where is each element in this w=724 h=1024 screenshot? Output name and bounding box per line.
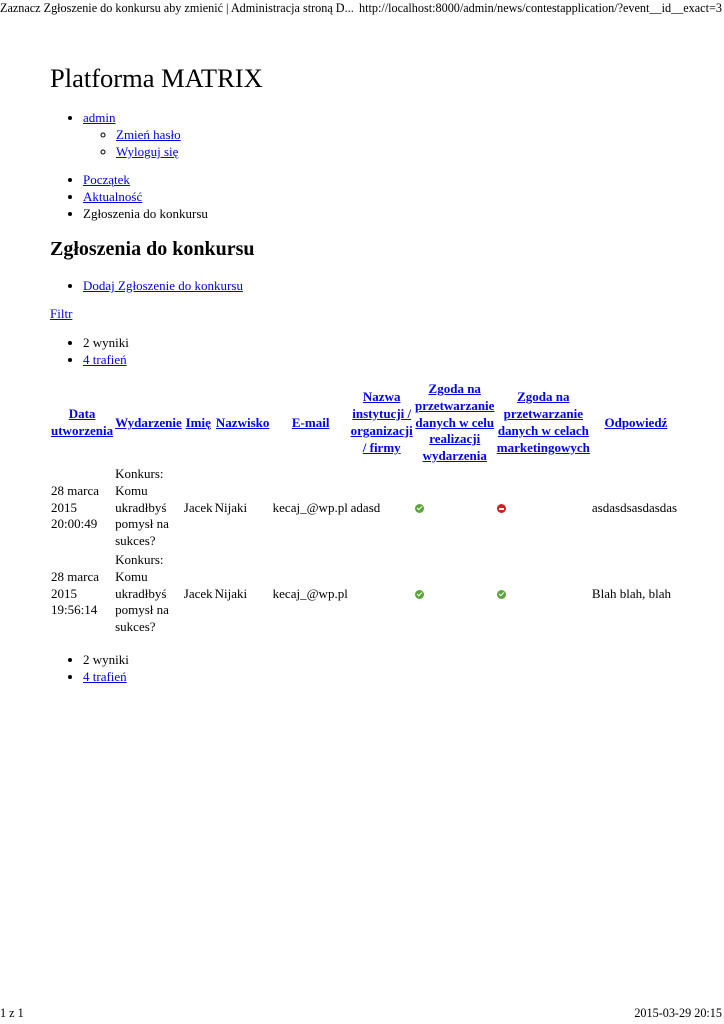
cell-organization: adasd bbox=[350, 499, 381, 515]
minus-circle-icon bbox=[497, 504, 506, 513]
table-row bbox=[50, 551, 681, 637]
sort-first-name-link[interactable]: Imię bbox=[185, 414, 211, 430]
column-header-consent-event bbox=[414, 381, 496, 465]
sort-created-link[interactable]: Data utworzenia bbox=[51, 406, 114, 438]
user-submenu-item bbox=[116, 143, 710, 160]
username-link[interactable]: admin bbox=[83, 110, 116, 125]
filter-link[interactable]: Filtr bbox=[50, 306, 73, 321]
object-tools bbox=[50, 277, 710, 294]
add-application-link[interactable]: Dodaj Zgłoszenie do konkursu bbox=[83, 278, 243, 293]
cell-answer: Blah blah, blah bbox=[591, 585, 671, 601]
cell-organization bbox=[350, 551, 414, 637]
column-header-event bbox=[114, 381, 183, 465]
breadcrumb-item bbox=[83, 205, 710, 222]
breadcrumb-home-link[interactable]: Początek bbox=[83, 172, 130, 187]
sort-event-link[interactable]: Wydarzenie bbox=[115, 414, 182, 430]
result-count bbox=[83, 651, 710, 668]
check-circle-icon bbox=[497, 590, 506, 599]
column-header-created bbox=[50, 381, 114, 465]
print-footer-datetime: 2015-03-29 20:15 bbox=[634, 1006, 722, 1020]
hit-count bbox=[83, 351, 710, 368]
hit-count-link[interactable]: 4 trafień bbox=[83, 668, 127, 684]
site-title: Platforma MATRIX bbox=[50, 63, 263, 93]
breadcrumb-item bbox=[83, 188, 710, 205]
print-header-title: Zaznacz Zgłoszenie do konkursu aby zmienić | Administracja stroną D... bbox=[0, 1, 354, 15]
paginator-top bbox=[50, 334, 710, 368]
cell-email: kecaj_@wp.pl bbox=[272, 585, 348, 601]
breadcrumb-current: Zgłoszenia do konkursu bbox=[83, 206, 208, 221]
admin-content bbox=[50, 58, 710, 685]
print-footer-page: 1 z 1 bbox=[0, 1006, 24, 1020]
results-table bbox=[50, 381, 681, 637]
sort-email-link[interactable]: E-mail bbox=[291, 414, 330, 430]
sort-answer-link[interactable]: Odpowiedź bbox=[604, 414, 668, 430]
result-count bbox=[83, 334, 710, 351]
cell-created: 28 marca 2015 19:56:14 bbox=[51, 568, 100, 618]
sort-consent-event-link[interactable]: Zgoda na przetwarzanie danych w celu realizacji wydarzenia bbox=[415, 381, 495, 464]
cell-last-name: Nijaki bbox=[214, 499, 248, 515]
cell-first-name: Jacek bbox=[183, 499, 213, 515]
object-tools-item bbox=[83, 277, 710, 294]
column-header-last-name bbox=[214, 381, 272, 465]
cell-email: kecaj_@wp.pl bbox=[272, 499, 348, 515]
cell-consent-event bbox=[414, 551, 496, 637]
sort-organization-link[interactable]: Nazwa instytucji / organizacji / firmy bbox=[350, 389, 413, 455]
user-submenu bbox=[83, 126, 710, 160]
result-count-text: 2 wyniki bbox=[83, 651, 129, 667]
cell-created: 28 marca 2015 20:00:49 bbox=[51, 482, 100, 532]
print-header bbox=[0, 0, 724, 16]
check-circle-icon bbox=[415, 590, 424, 599]
column-header-first-name bbox=[183, 381, 214, 465]
cell-event: Konkurs: Komu ukradłbyś pomysł na sukces? bbox=[115, 551, 169, 635]
breadcrumb-item bbox=[83, 171, 710, 188]
page-title: Zgłoszenia do konkursu bbox=[50, 238, 255, 260]
cell-event: Konkurs: Komu ukradłbyś pomysł na sukces? bbox=[115, 465, 169, 549]
sort-consent-marketing-link[interactable]: Zgoda na przetwarzanie danych w celach marketingowych bbox=[496, 389, 590, 455]
cell-consent-event bbox=[414, 465, 496, 551]
cell-consent-marketing bbox=[496, 551, 591, 637]
column-header-organization bbox=[350, 381, 414, 465]
cell-answer: asdasdsasdasdas bbox=[591, 499, 678, 515]
cell-last-name: Nijaki bbox=[214, 585, 248, 601]
breadcrumb bbox=[50, 171, 710, 222]
table-header-row bbox=[50, 381, 681, 465]
column-header-email bbox=[272, 381, 350, 465]
column-header-answer bbox=[591, 381, 681, 465]
sort-last-name-link[interactable]: Nazwisko bbox=[215, 414, 270, 430]
column-header-consent-marketing bbox=[496, 381, 591, 465]
cell-consent-marketing bbox=[496, 465, 591, 551]
breadcrumb-news-link[interactable]: Aktualność bbox=[83, 189, 143, 204]
user-submenu-item bbox=[116, 126, 710, 143]
print-footer bbox=[0, 1006, 724, 1024]
hit-count-link[interactable]: 4 trafień bbox=[83, 352, 127, 367]
print-header-url: http://localhost:8000/admin/news/contestapplication/?event__id__exact=3 bbox=[359, 1, 722, 15]
cell-first-name: Jacek bbox=[183, 585, 213, 601]
hit-count bbox=[83, 668, 710, 685]
table-row bbox=[50, 465, 681, 551]
user-menu bbox=[50, 109, 710, 160]
change-password-link[interactable]: Zmień hasło bbox=[116, 127, 181, 142]
paginator-bottom bbox=[50, 651, 710, 685]
logout-link[interactable]: Wyloguj się bbox=[116, 144, 179, 159]
result-count-text: 2 wyniki bbox=[83, 335, 129, 350]
check-circle-icon bbox=[415, 504, 424, 513]
user-menu-item bbox=[83, 109, 710, 160]
